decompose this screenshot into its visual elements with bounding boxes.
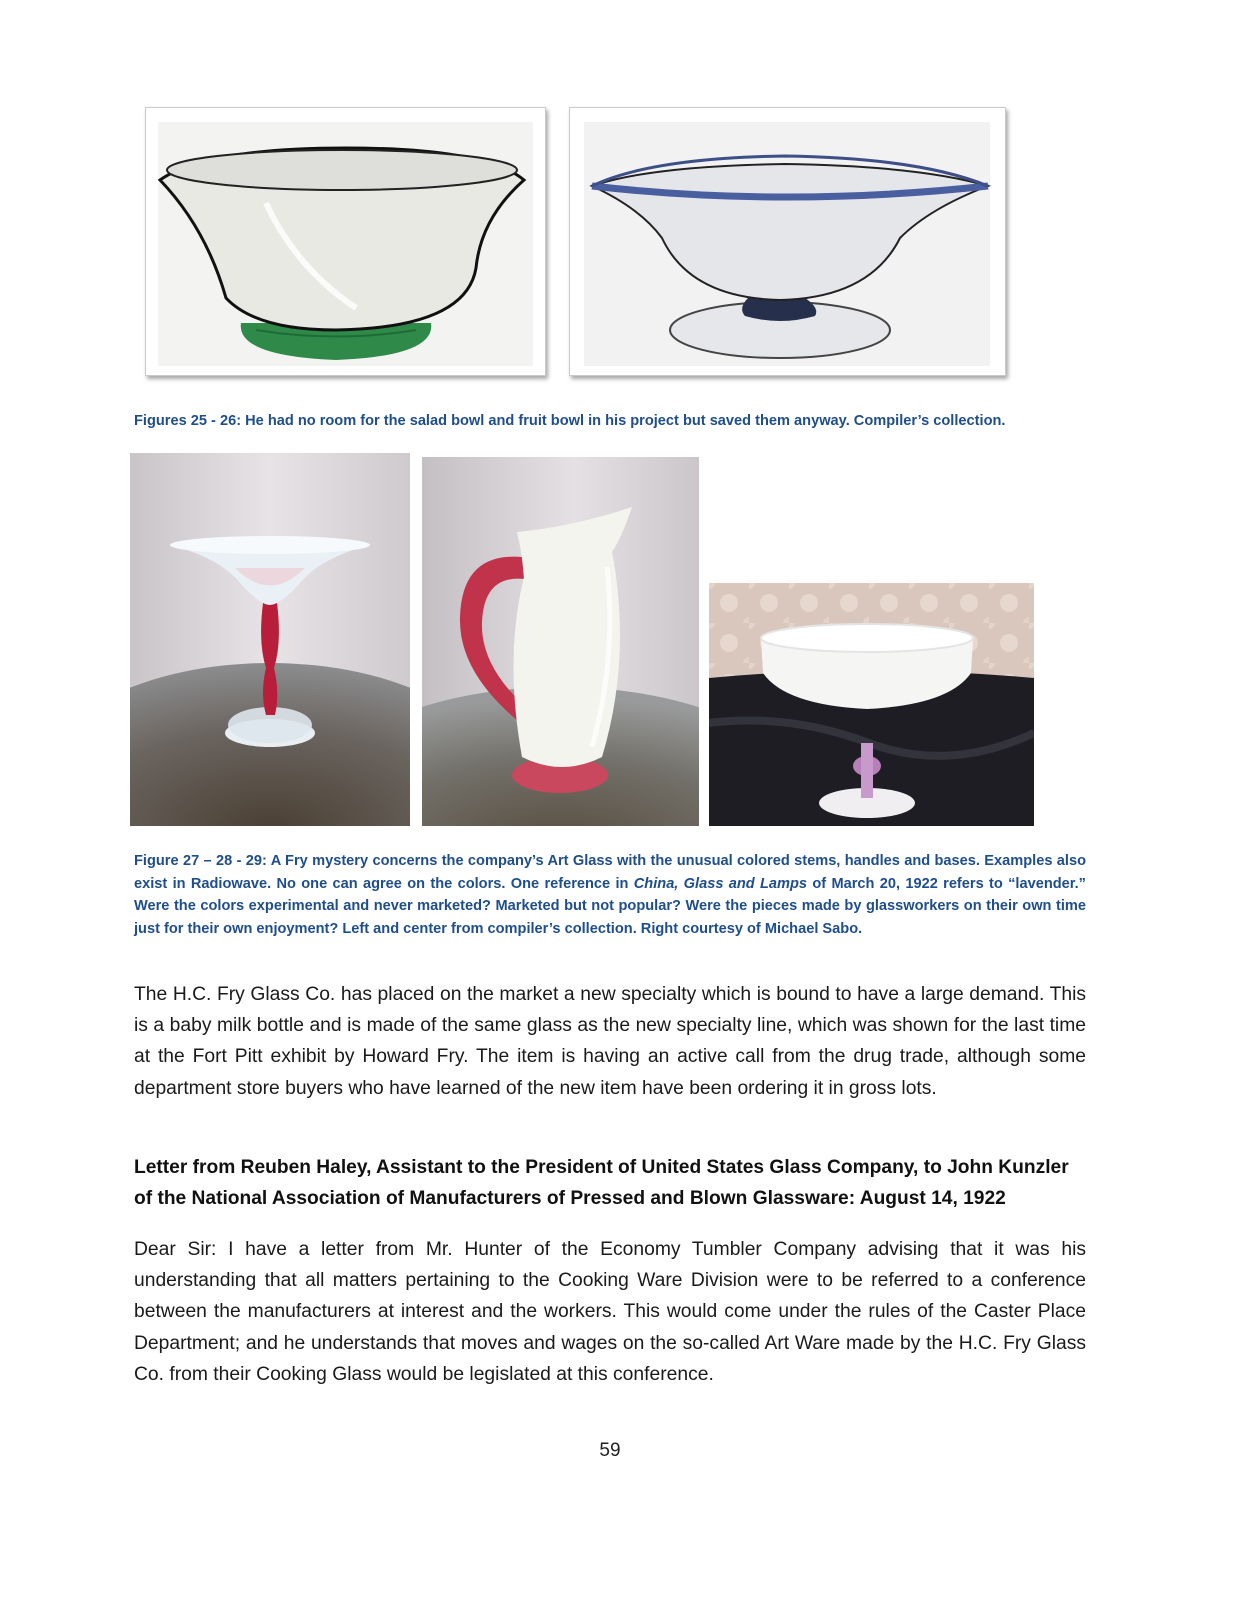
figure-25-frame xyxy=(145,107,546,376)
letter-heading: Letter from Reuben Haley, Assistant to the President of United States Glass Company, to John Kunzler of the National Association of Manufacturers of Pressed and Blown Glassware: August 14, 1922 xyxy=(134,1157,1069,1210)
salad-bowl-illustration xyxy=(146,108,545,375)
caption-text-end: of March 20, 1922 refers to “lavender.” Were the colors experimental and never marketed? Marketed but not popular? Were the pieces made by glassworkers on their own time just for their own enjoyment? Left and center from compiler’s collection. Right courtesy of Michael Sabo. xyxy=(134,875,1086,937)
figures-27-29-caption xyxy=(134,850,1086,940)
figures-25-26-caption: Figures 25 - 26: He had no room for the salad bowl and fruit bowl in his project but saved them anyway. Compiler’s collection. xyxy=(134,413,1006,429)
compote-lavender-stem-photo xyxy=(709,583,1034,826)
caption-publication-title: China, Glass and Lamps xyxy=(633,875,808,892)
compote-red-stem-photo xyxy=(130,453,410,826)
paragraph-dear-sir: Dear Sir: I have a letter from Mr. Hunter of the Economy Tumbler Company advising that it was his understanding that all matters pertaining to the Cooking Ware Division were to be referred to a conference between the manufacturers at interest and the workers. This would come under the rules of the Caster Place Department; and he understands that moves and wages on the so-called Art Ware made by the H.C. Fry Glass Co. from their Cooking Glass would be legislated at this conference. xyxy=(134,1239,1086,1385)
fruit-bowl-illustration xyxy=(570,108,1005,375)
pitcher-red-handle-photo xyxy=(422,457,699,826)
figure-28-photo-frame xyxy=(422,457,699,826)
caption-text-start: Figure 27 – 28 - 29: A Fry mystery concerns the company’s Art Glass with the unusual colored stems, handles and bases. Examples also exist in Radiowave. No one can agree on the colors. One reference in xyxy=(134,853,1086,892)
paragraph-baby-milk-bottle: The H.C. Fry Glass Co. has placed on the market a new specialty which is bound to have a large demand. This is a baby milk bottle and is made of the same glass as the new specialty line, which was shown for the last time at the Fort Pitt exhibit by Howard Fry. The item is having an active call from the drug trade, although some department store buyers who have learned of the new item have been ordering it in gross lots. xyxy=(134,984,1086,1099)
figure-29-photo-frame xyxy=(709,583,1034,826)
page-number: 59 xyxy=(599,1440,621,1461)
figure-27-photo-frame xyxy=(130,453,410,826)
figure-26-frame xyxy=(569,107,1006,376)
